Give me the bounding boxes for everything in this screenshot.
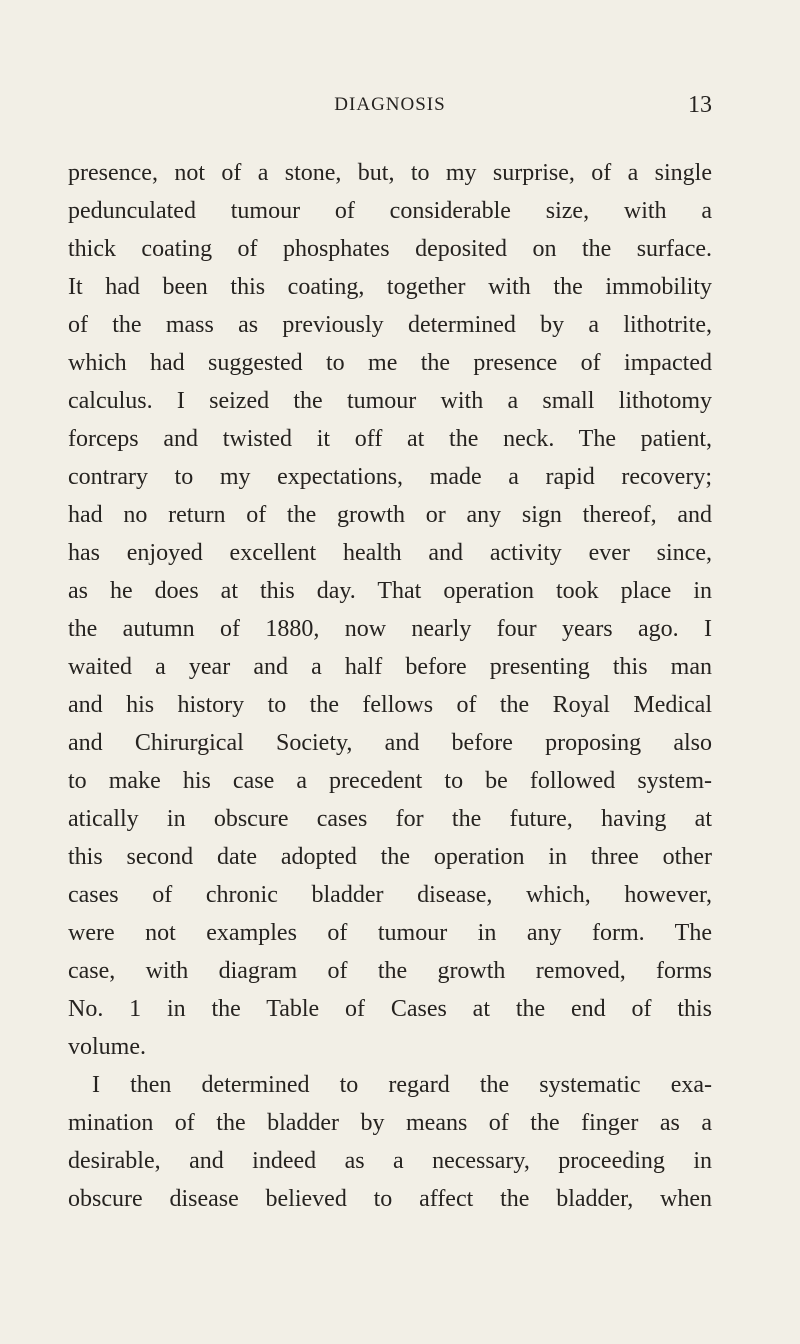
text-line: It had been this coating, together with the immobility xyxy=(68,274,712,300)
text-line: waited a year and a half before presenting this man xyxy=(68,654,712,680)
paragraph-1 xyxy=(68,154,712,1066)
page-number: 13 xyxy=(688,92,712,118)
text-line: pedunculated tumour of considerable size, with a xyxy=(68,198,712,224)
text-line: and his history to the fellows of the Royal Medical xyxy=(68,692,712,718)
text-line: thick coating of phosphates deposited on the surface. xyxy=(68,236,712,262)
text-line: this second date adopted the operation in three other xyxy=(68,844,712,870)
text-line: mination of the bladder by means of the finger as a xyxy=(68,1110,712,1136)
text-line: and Chirurgical Society, and before proposing also xyxy=(68,730,712,756)
text-line: volume. xyxy=(68,1034,146,1060)
text-line: calculus. I seized the tumour with a small lithotomy xyxy=(68,388,712,414)
text-line: as he does at this day. That operation took place in xyxy=(68,578,712,604)
text-line: has enjoyed excellent health and activity ever since, xyxy=(68,540,712,566)
text-line: the autumn of 1880, now nearly four years ago. I xyxy=(68,616,712,642)
body-text xyxy=(68,154,712,1218)
running-head xyxy=(68,90,712,120)
text-line: contrary to my expectations, made a rapid recovery; xyxy=(68,464,712,490)
text-line: cases of chronic bladder disease, which, however, xyxy=(68,882,712,908)
text-line: case, with diagram of the growth removed, forms xyxy=(68,958,712,984)
text-line: which had suggested to me the presence of impacted xyxy=(68,350,712,376)
text-line: obscure disease believed to affect the bladder, when xyxy=(68,1186,712,1212)
text-line: I then determined to regard the systematic exa- xyxy=(92,1072,712,1098)
text-line: presence, not of a stone, but, to my surprise, of a single xyxy=(68,160,712,186)
running-title: DIAGNOSIS xyxy=(334,94,446,115)
paragraph-2 xyxy=(68,1066,712,1218)
text-line: of the mass as previously determined by a lithotrite, xyxy=(68,312,712,338)
text-line: desirable, and indeed as a necessary, proceeding in xyxy=(68,1148,712,1174)
text-line: to make his case a precedent to be followed system- xyxy=(68,768,712,794)
text-line: were not examples of tumour in any form. The xyxy=(68,920,712,946)
text-line: forceps and twisted it off at the neck. The patient, xyxy=(68,426,712,452)
text-line: No. 1 in the Table of Cases at the end of this xyxy=(68,996,712,1022)
text-line: atically in obscure cases for the future, having at xyxy=(68,806,712,832)
text-line: had no return of the growth or any sign thereof, and xyxy=(68,502,712,528)
